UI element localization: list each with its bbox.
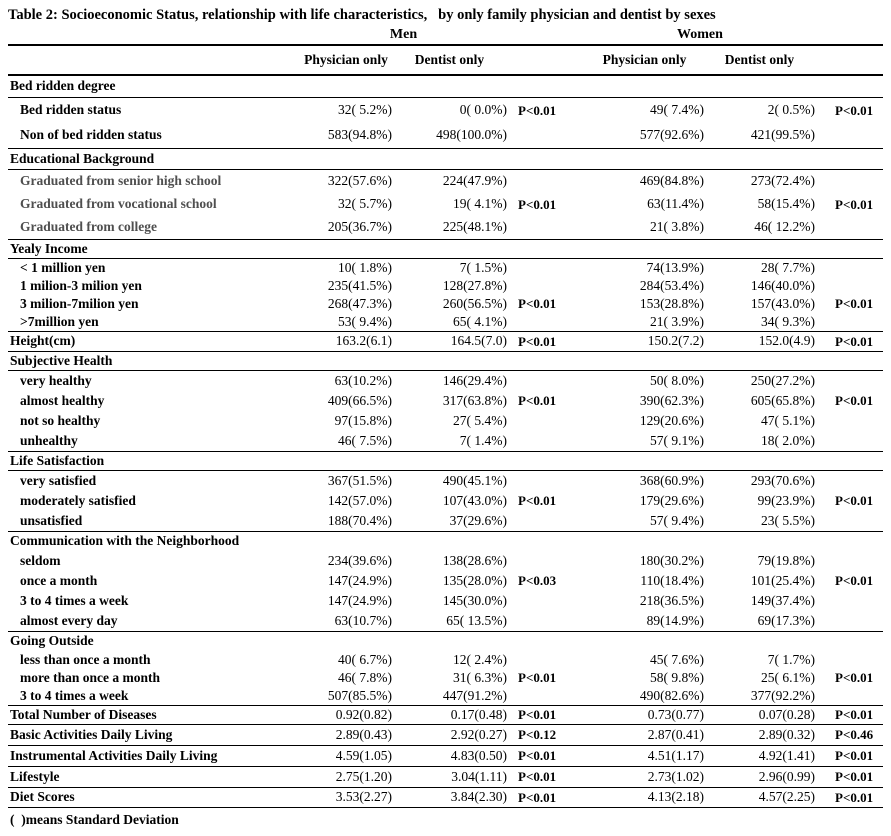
cell-women-physician: 2.73(1.02): [647, 768, 704, 784]
cell-women-physician: 0.73(0.77): [647, 706, 704, 722]
table-row: [8, 669, 883, 687]
cell-women-physician: 74(13.9%): [646, 259, 704, 275]
row-label: almost every day: [20, 612, 118, 628]
cell-men-physician: 188(70.4%): [327, 512, 392, 528]
row-label: unhealthy: [20, 432, 78, 448]
table-row: [8, 277, 883, 295]
column-header-row: [8, 46, 883, 74]
cell-women-physician: 179(29.6%): [639, 492, 704, 508]
cell-men-physician: 205(36.7%): [327, 219, 392, 235]
cell-men-dentist: 447(91.2%): [442, 687, 507, 703]
cell-men-dentist: 146(29.4%): [442, 372, 507, 388]
cell-women-dentist: 0.07(0.28): [758, 706, 815, 722]
table-row: [8, 511, 883, 531]
cell-men-dentist: 7( 1.5%): [459, 259, 507, 275]
cell-women-physician: 110(18.4%): [640, 572, 704, 588]
cell-women-physician: 180(30.2%): [639, 552, 704, 568]
cell-men-physician: 268(47.3%): [327, 295, 392, 311]
cell-women-pvalue: P<0.01: [835, 670, 874, 686]
table-row: [8, 123, 883, 148]
row-label: 3 milion-7milion yen: [20, 295, 139, 311]
measure-row: [8, 788, 883, 807]
table-row: [8, 411, 883, 431]
cell-men-pvalue: P<0.01: [518, 196, 557, 212]
cell-women-physician: 57( 9.4%): [650, 512, 704, 528]
section-label: Lifestyle: [10, 768, 60, 784]
cell-women-physician: 490(82.6%): [639, 687, 704, 703]
table-row: [8, 611, 883, 631]
cell-women-dentist: 146(40.0%): [750, 277, 815, 293]
cell-women-pvalue: P<0.01: [835, 493, 874, 509]
cell-women-dentist: 18( 2.0%): [761, 432, 815, 448]
sex-group-header-row: [8, 26, 883, 44]
row-label: 3 to 4 times a week: [20, 687, 129, 703]
cell-men-pvalue: P<0.12: [518, 727, 557, 743]
table-title: Table 2: Socioeconomic Status, relationship with life characteristics, by only family physician and dentist by sexes: [8, 7, 716, 23]
cell-men-dentist: 107(43.0%): [442, 492, 507, 508]
cell-men-pvalue: P<0.01: [518, 102, 557, 118]
cell-men-physician: 2.75(1.20): [335, 768, 392, 784]
cell-women-dentist: 99(23.9%): [757, 492, 815, 508]
cell-men-dentist: 225(48.1%): [442, 219, 507, 235]
row-label: 3 to 4 times a week: [20, 592, 129, 608]
cell-men-physician: 583(94.8%): [327, 127, 392, 143]
cell-women-physician: 63(11.4%): [647, 196, 704, 212]
cell-men-pvalue: P<0.01: [518, 789, 557, 805]
cell-women-dentist: 101(25.4%): [750, 572, 815, 588]
cell-men-physician: 409(66.5%): [327, 392, 392, 408]
cell-women-physician: 4.51(1.17): [647, 747, 704, 763]
cell-women-dentist: 273(72.4%): [750, 173, 815, 189]
cell-men-pvalue: P<0.01: [518, 493, 557, 509]
cell-women-dentist: 2.96(0.99): [758, 768, 815, 784]
cell-men-dentist: 65( 4.1%): [453, 313, 507, 329]
section-header-row: [8, 352, 883, 370]
table-row: [8, 651, 883, 669]
cell-men-dentist: 37(29.6%): [449, 512, 507, 528]
cell-women-dentist: 58(15.4%): [757, 196, 815, 212]
cell-men-dentist: 2.92(0.27): [450, 726, 507, 742]
cell-women-physician: 577(92.6%): [639, 127, 704, 143]
section-label: Life Satisfaction: [10, 452, 105, 468]
cell-women-dentist: 47( 5.1%): [761, 412, 815, 428]
cell-men-physician: 97(15.8%): [334, 412, 392, 428]
column-header-women-physician: Physician only: [602, 51, 687, 67]
cell-men-physician: 4.59(1.05): [335, 747, 392, 763]
cell-women-physician: 4.13(2.18): [647, 789, 704, 805]
row-label: Non of bed ridden status: [20, 127, 162, 143]
cell-women-dentist: 4.57(2.25): [758, 789, 815, 805]
cell-women-physician: 49( 7.4%): [650, 102, 704, 118]
table-row: [8, 687, 883, 705]
cell-women-dentist: 152.0(4.9): [758, 333, 815, 349]
cell-women-pvalue: P<0.01: [835, 102, 874, 118]
cell-men-physician: 163.2(6.1): [335, 333, 392, 349]
table-row: [8, 591, 883, 611]
cell-men-physician: 234(39.6%): [327, 552, 392, 568]
table-row: [8, 216, 883, 239]
cell-women-dentist: 34( 9.3%): [761, 313, 815, 329]
row-label: very satisfied: [20, 472, 97, 488]
table-row: [8, 313, 883, 331]
cell-women-physician: 89(14.9%): [646, 612, 704, 628]
cell-women-pvalue: P<0.01: [835, 296, 874, 312]
cell-women-physician: 21( 3.9%): [650, 313, 704, 329]
section-label: Educational Background: [10, 150, 155, 166]
cell-women-dentist: 2.89(0.32): [758, 726, 815, 742]
measure-row: [8, 706, 883, 724]
cell-men-dentist: 19( 4.1%): [453, 196, 507, 212]
row-label: once a month: [20, 572, 98, 588]
cell-men-physician: 142(57.0%): [327, 492, 392, 508]
row-label: >7million yen: [20, 313, 99, 329]
section-header-row: [8, 240, 883, 258]
row-label: less than once a month: [20, 651, 151, 667]
cell-women-dentist: 377(92.2%): [750, 687, 815, 703]
row-label: almost healthy: [20, 392, 105, 408]
cell-women-physician: 368(60.9%): [639, 472, 704, 488]
table-row: [8, 193, 883, 216]
cell-women-dentist: 25( 6.1%): [761, 669, 815, 685]
row-label: more than once a month: [20, 669, 160, 685]
section-label: Communication with the Neighborhood: [10, 533, 240, 549]
section-label: Height(cm): [10, 333, 76, 349]
cell-women-physician: 2.87(0.41): [647, 726, 704, 742]
cell-men-dentist: 128(27.8%): [442, 277, 507, 293]
cell-men-physician: 63(10.2%): [334, 372, 392, 388]
cell-women-physician: 129(20.6%): [639, 412, 704, 428]
cell-women-dentist: 250(27.2%): [750, 372, 815, 388]
cell-men-dentist: 65( 13.5%): [446, 612, 507, 628]
cell-men-physician: 147(24.9%): [327, 592, 392, 608]
section-header-row: [8, 532, 883, 551]
cell-men-dentist: 12( 2.4%): [453, 651, 507, 667]
cell-women-dentist: 157(43.0%): [750, 295, 815, 311]
cell-men-dentist: 0( 0.0%): [459, 102, 507, 118]
cell-men-dentist: 31( 6.3%): [453, 669, 507, 685]
cell-women-physician: 21( 3.8%): [650, 219, 704, 235]
cell-men-dentist: 224(47.9%): [442, 173, 507, 189]
cell-men-pvalue: P<0.01: [518, 748, 557, 764]
table-row: [8, 471, 883, 491]
measure-row: [8, 767, 883, 787]
cell-men-physician: 32( 5.2%): [338, 102, 392, 118]
cell-women-pvalue: P<0.46: [835, 727, 874, 743]
row-label: unsatisfied: [20, 512, 83, 528]
footnote: ( )means Standard Deviation: [10, 812, 179, 827]
cell-men-physician: 40( 6.7%): [338, 651, 392, 667]
cell-women-pvalue: P<0.01: [835, 393, 874, 409]
cell-men-dentist: 138(28.6%): [442, 552, 507, 568]
cell-women-dentist: 149(37.4%): [750, 592, 815, 608]
cell-men-physician: 32( 5.7%): [338, 196, 392, 212]
column-header-women-dentist: Dentist only: [724, 51, 795, 67]
cell-women-physician: 153(28.8%): [639, 295, 704, 311]
cell-men-dentist: 317(63.8%): [442, 392, 507, 408]
cell-women-dentist: 79(19.8%): [757, 552, 815, 568]
cell-men-physician: 235(41.5%): [327, 277, 392, 293]
cell-men-pvalue: P<0.01: [518, 707, 557, 723]
cell-women-dentist: 46( 12.2%): [754, 219, 815, 235]
cell-men-physician: 63(10.7%): [334, 612, 392, 628]
cell-men-physician: 147(24.9%): [327, 572, 392, 588]
cell-men-physician: 0.92(0.82): [335, 706, 392, 722]
section-header-row: [8, 76, 883, 97]
section-label: Subjective Health: [10, 352, 113, 368]
section-header-row: [8, 149, 883, 169]
section-label: Basic Activities Daily Living: [10, 726, 173, 742]
cell-women-dentist: 2( 0.5%): [767, 102, 815, 118]
cell-men-dentist: 3.84(2.30): [450, 789, 507, 805]
cell-women-physician: 469(84.8%): [639, 173, 704, 189]
cell-women-pvalue: P<0.01: [835, 333, 874, 349]
cell-women-pvalue: P<0.01: [835, 789, 874, 805]
cell-men-pvalue: P<0.01: [518, 393, 557, 409]
cell-women-physician: 390(62.3%): [639, 392, 704, 408]
cell-women-dentist: 605(65.8%): [750, 392, 815, 408]
cell-women-dentist: 69(17.3%): [757, 612, 815, 628]
cell-women-dentist: 23( 5.5%): [761, 512, 815, 528]
column-header-men-dentist: Dentist only: [414, 51, 485, 67]
cell-men-pvalue: P<0.01: [518, 670, 557, 686]
measure-row: [8, 746, 883, 766]
cell-women-pvalue: P<0.01: [835, 769, 874, 785]
cell-men-physician: 10( 1.8%): [338, 259, 392, 275]
cell-men-dentist: 3.04(1.11): [451, 768, 507, 784]
cell-men-pvalue: P<0.01: [518, 333, 557, 349]
row-label: seldom: [20, 552, 61, 568]
cell-women-physician: 150.2(7.2): [647, 333, 704, 349]
cell-men-dentist: 260(56.5%): [442, 295, 507, 311]
cell-women-dentist: 4.92(1.41): [758, 747, 815, 763]
cell-women-physician: 284(53.4%): [639, 277, 704, 293]
section-label: Bed ridden degree: [10, 78, 116, 94]
table-row: [8, 259, 883, 277]
cell-men-dentist: 135(28.0%): [442, 572, 507, 588]
group-header-women: Women: [677, 26, 723, 42]
row-label: 1 milion-3 milion yen: [20, 277, 142, 293]
cell-men-physician: 3.53(2.27): [335, 789, 392, 805]
cell-women-physician: 218(36.5%): [639, 592, 704, 608]
section-label: Total Number of Diseases: [10, 706, 157, 722]
cell-women-pvalue: P<0.01: [835, 707, 874, 723]
section-label: Going Outside: [10, 633, 94, 649]
cell-men-dentist: 145(30.0%): [442, 592, 507, 608]
row-label: very healthy: [20, 372, 92, 388]
cell-women-physician: 50( 8.0%): [650, 372, 704, 388]
row-label: Graduated from senior high school: [20, 173, 222, 189]
cell-women-physician: 58( 9.8%): [650, 669, 704, 685]
cell-men-dentist: 27( 5.4%): [453, 412, 507, 428]
cell-men-dentist: 4.83(0.50): [450, 747, 507, 763]
cell-men-pvalue: P<0.01: [518, 769, 557, 785]
table-row: [8, 491, 883, 511]
cell-men-pvalue: P<0.01: [518, 296, 557, 312]
cell-women-physician: 57( 9.1%): [650, 432, 704, 448]
table-row: [8, 571, 883, 591]
cell-women-pvalue: P<0.01: [835, 748, 874, 764]
column-header-men-physician: Physician only: [304, 51, 388, 67]
cell-women-pvalue: P<0.01: [835, 196, 874, 212]
cell-men-dentist: 490(45.1%): [442, 472, 507, 488]
table-body: [8, 76, 883, 808]
cell-men-dentist: 7( 1.4%): [459, 432, 507, 448]
cell-men-pvalue: P<0.03: [518, 573, 557, 589]
cell-men-physician: 53( 9.4%): [338, 313, 392, 329]
row-label: Graduated from vocational school: [20, 196, 217, 212]
section-label: Diet Scores: [10, 789, 75, 805]
table-row: [8, 170, 883, 193]
cell-women-dentist: 28( 7.7%): [761, 259, 815, 275]
row-label: < 1 million yen: [20, 259, 106, 275]
table-row: [8, 98, 883, 123]
row-label: Graduated from college: [20, 219, 157, 235]
table-row: [8, 431, 883, 451]
table-row: [8, 371, 883, 391]
cell-men-dentist: 0.17(0.48): [450, 706, 507, 722]
table-row: [8, 551, 883, 571]
cell-men-physician: 46( 7.8%): [338, 669, 392, 685]
row-label: not so healthy: [20, 412, 101, 428]
table-row: [8, 295, 883, 313]
cell-men-physician: 46( 7.5%): [338, 432, 392, 448]
section-label: Instrumental Activities Daily Living: [10, 747, 218, 763]
section-label: Yealy Income: [10, 240, 88, 256]
cell-men-physician: 322(57.6%): [327, 173, 392, 189]
cell-men-physician: 2.89(0.43): [335, 726, 392, 742]
measure-row: [8, 332, 883, 351]
cell-men-dentist: 164.5(7.0): [450, 333, 507, 349]
cell-women-physician: 45( 7.6%): [650, 651, 704, 667]
row-label: Bed ridden status: [20, 102, 122, 118]
table-row: [8, 391, 883, 411]
section-header-row: [8, 452, 883, 470]
cell-men-physician: 507(85.5%): [327, 687, 392, 703]
cell-women-dentist: 293(70.6%): [750, 472, 815, 488]
cell-women-dentist: 421(99.5%): [750, 127, 815, 143]
cell-men-dentist: 498(100.0%): [436, 127, 507, 143]
row-label: moderately satisfied: [20, 492, 136, 508]
measure-row: [8, 725, 883, 745]
cell-women-pvalue: P<0.01: [835, 573, 874, 589]
group-header-men: Men: [389, 26, 418, 42]
section-header-row: [8, 632, 883, 651]
cell-women-dentist: 7( 1.7%): [767, 651, 815, 667]
cell-men-physician: 367(51.5%): [327, 472, 392, 488]
